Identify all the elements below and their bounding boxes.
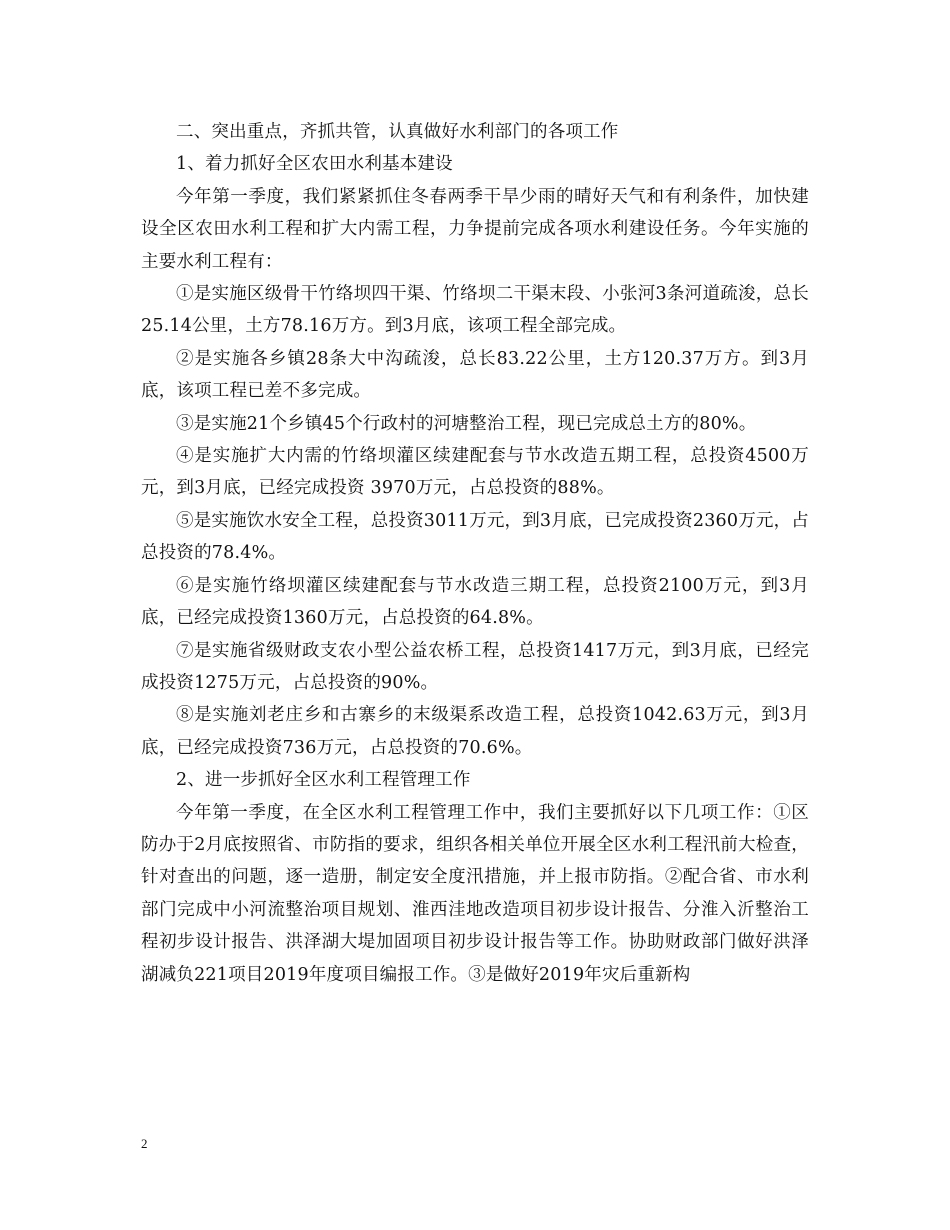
section-heading: 二、突出重点，齐抓共管，认真做好水利部门的各项工作 — [176, 122, 619, 142]
project-item: ①是实施区级骨干竹络坝四干渠、竹络坝二干渠末段、小张河3条河道疏浚，总长25.14公里，土方78.16万方。到3月底，该项工程全部完成。 — [141, 284, 809, 337]
page-number: 2 — [141, 1136, 148, 1151]
project-item: ⑦是实施省级财政支农小型公益农桥工程，总投资1417万元，到3月底，已经完成投资1275万元，占总投资的90%。 — [141, 640, 809, 693]
project-item: ②是实施各乡镇28条大中沟疏浚，总长83.22公里，土方120.37万方。到3月底，该项工程已差不多完成。 — [141, 348, 809, 402]
project-item: ④是实施扩大内需的竹络坝灌区续建配套与节水改造五期工程，总投资4500万元，到3月底，已经完成投资 3970万元，占总投资的88%。 — [141, 446, 809, 499]
body-paragraph: 今年第一季度，在全区水利工程管理工作中，我们主要抓好以下几项工作：①区防办于2月底按照省、市防指的要求，组织各相关单位开展全区水利工程汛前大检查，针对查出的问题，逐一造册，制定安全度汛措施，并上报市防指。②配合省、市水利部门完成中小河流整治项目规划、淮西洼地改造项目初步设计报告、分淮入沂整治工程初步设计报告、洪泽湖大堤加固项目初步设计报告等工作。协助财政部门做好洪泽湖减负221项目2019年度项目编报工作。③是做好2019年灾后重新构 — [141, 802, 809, 985]
project-item: ③是实施21个乡镇45个行政村的河塘整治工程，现已完成总土方的80%。 — [176, 413, 757, 434]
subsection-heading: 2、进一步抓好全区水利工程管理工作 — [176, 770, 471, 791]
subsection-heading: 1、着力抓好全区农田水利基本建设 — [176, 154, 453, 175]
project-item: ⑤是实施饮水安全工程，总投资3011万元，到3月底，已完成投资2360万元，占总投资的78.4%。 — [141, 510, 810, 564]
project-item: ⑥是实施竹络坝灌区续建配套与节水改造三期工程，总投资2100万元，到3月底，已经完成投资1360万元，占总投资的64.8%。 — [141, 575, 809, 629]
body-paragraph: 今年第一季度，我们紧紧抓住冬春两季干旱少雨的晴好天气和有利条件，加快建设全区农田水利工程和扩大内需工程，力争提前完成各项水利建设任务。今年实施的主要水利工程有： — [141, 186, 809, 272]
document-body — [141, 116, 809, 991]
project-item: ⑧是实施刘老庄乡和古寨乡的末级渠系改造工程，总投资1042.63万元，到3月底，已经完成投资736万元，占总投资的70.6%。 — [141, 705, 809, 758]
